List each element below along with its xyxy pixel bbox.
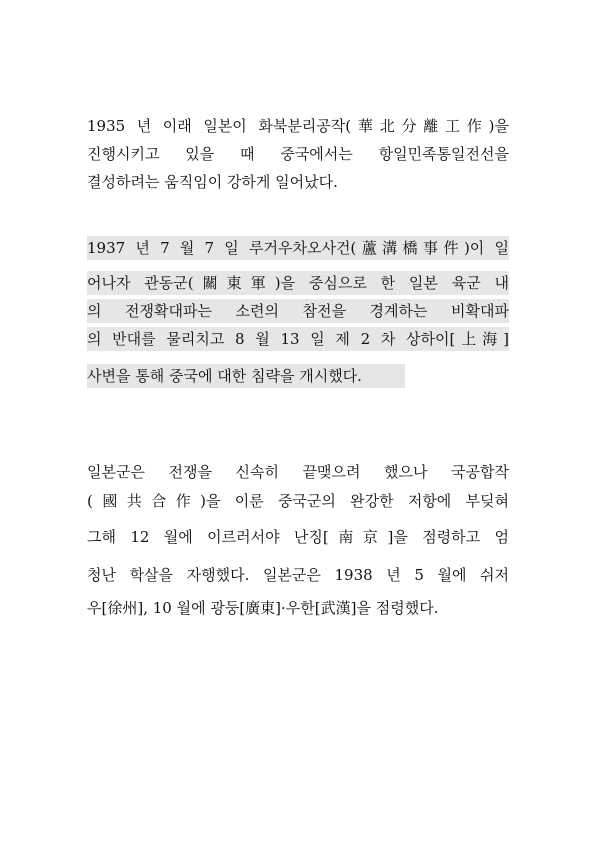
highlighted-line: 의 반대를 물리치고 8 월 13 일 제 2 차 상하이[上海] [87, 327, 509, 351]
paragraph-line: 우[徐州], 10 월에 광둥[廣東]·우한[武漢]을 점령했다. [87, 599, 439, 617]
highlighted-line: 어나자 관동군(關東軍)을 중심으로 한 일본 육군 내 [87, 271, 509, 295]
paragraph-line: 청난 학살을 자행했다. 일본군은 1938 년 5 월에 쉬저 [87, 566, 509, 584]
paragraph-line: 그해 12 월에 이르러서야 난징[南京]을 점령하고 엄 [87, 528, 509, 546]
paragraph-line: (國共合作)을 이룬 중국군의 완강한 저항에 부딪혀 [87, 492, 509, 510]
highlighted-line: 1937 년 7 월 7 일 루거우차오사건(蘆溝橋事件)이 일 [87, 236, 509, 260]
paragraph-line: 1935 년 이래 일본이 화북분리공작(華北分離工作)을 [87, 117, 509, 135]
paragraph-line: 일본군은 전쟁을 신속히 끝맺으려 했으나 국공합작 [87, 463, 509, 481]
highlighted-line: 사변을 통해 중국에 대한 침략을 개시했다. [87, 364, 405, 388]
paragraph-line: 진행시키고 있을 때 중국에서는 항일민족통일전선을 [87, 145, 509, 163]
highlighted-line: 의 전쟁확대파는 소련의 참전을 경계하는 비확대파 [87, 299, 509, 323]
paragraph-line: 결성하려는 움직임이 강하게 일어났다. [87, 173, 338, 191]
